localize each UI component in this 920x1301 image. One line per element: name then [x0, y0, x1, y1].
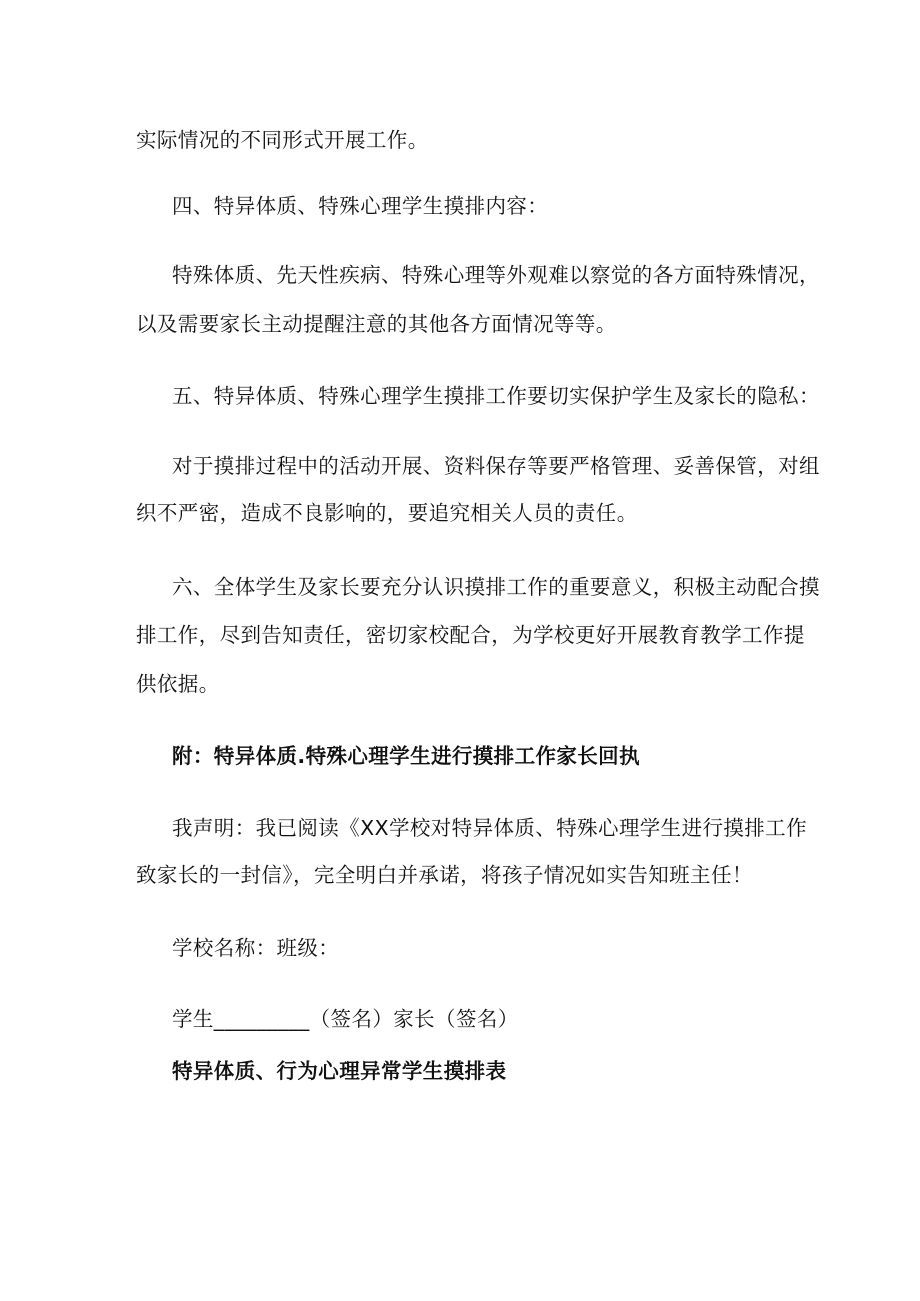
school-class-line: 学校名称：班级： [172, 936, 340, 960]
declaration-line: 我声明：我已阅读《XX学校对特异体质、特殊心理学生进行摸排工作 [172, 816, 807, 840]
signature-line: 学生_________（签名）家长（签名） [172, 1007, 519, 1031]
declaration-line: 致家长的一封信》，完全明白并承诺，将孩子情况如实告知班主任！ [136, 863, 753, 887]
paragraph-line: 特殊体质、先天性疾病、特殊心理等外观难以察觉的各方面特殊情况， [172, 263, 820, 287]
table-title: 特异体质、行为心理异常学生摸排表 [172, 1059, 507, 1083]
section-heading: 五、特异体质、特殊心理学生摸排工作要切实保护学生及家长的隐私： [172, 384, 820, 408]
appendix-title: 附：特异体质.特殊心理学生进行摸排工作家长回执 [172, 744, 640, 768]
paragraph-line: 供依据。 [136, 672, 220, 696]
paragraph-line: 六、全体学生及家长要充分认识摸排工作的重要意义，积极主动配合摸 [172, 575, 820, 599]
paragraph-line: 以及需要家长主动提醒注意的其他各方面情况等等。 [136, 312, 617, 336]
paragraph-line: 织不严密，造成不良影响的，要追究相关人员的责任。 [136, 501, 638, 525]
paragraph-line: 对于摸排过程中的活动开展、资料保存等要严格管理、妥善保管，对组 [172, 454, 820, 478]
paragraph-line: 排工作，尽到告知责任，密切家校配合，为学校更好开展教育教学工作提 [136, 623, 805, 647]
paragraph-line: 实际情况的不同形式开展工作。 [136, 128, 429, 152]
section-heading: 四、特异体质、特殊心理学生摸排内容： [172, 194, 549, 218]
